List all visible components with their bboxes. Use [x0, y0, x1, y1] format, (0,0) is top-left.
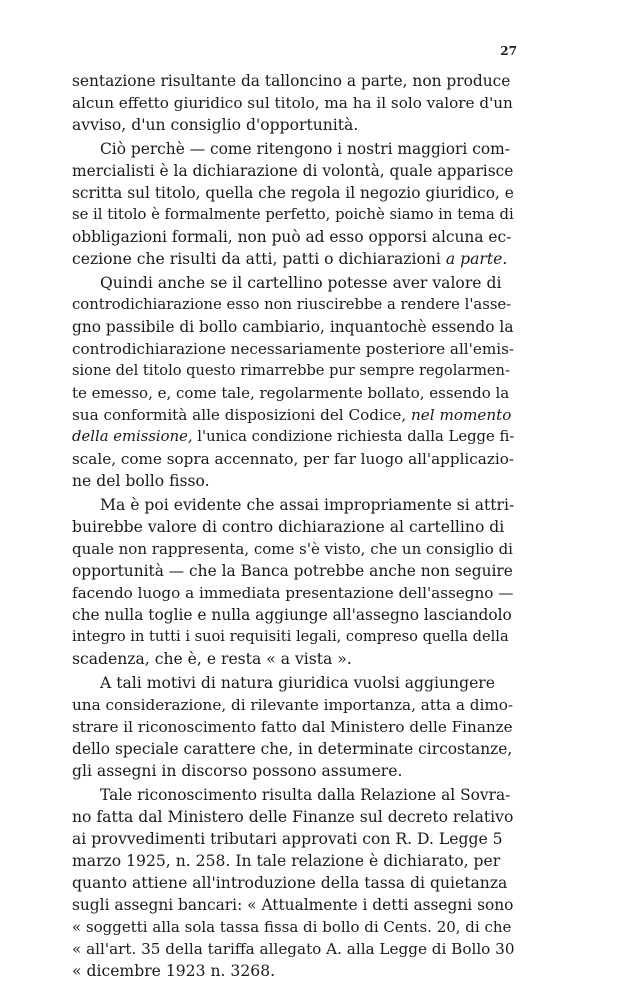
line-text: scale, come sopra accennato, per far luogo all'applicazio-: [72, 450, 514, 468]
text-line: [72, 960, 514, 982]
text-line: [72, 516, 514, 538]
line-text: gno passibile di bollo cambiario, inquantochè essendo la: [72, 318, 514, 336]
text-line: [72, 828, 514, 850]
line-text: A tali motivi di natura giuridica vuolsi aggiungere: [100, 674, 495, 692]
text-line: [72, 784, 514, 806]
text-line: [72, 448, 514, 470]
line-text: gli assegni in discorso possono assumere.: [72, 762, 403, 780]
line-text: se il titolo è formalmente perfetto, poichè siamo in tema di: [72, 206, 514, 223]
line-text: cezione che risulti da atti, patti o dichiarazioni: [72, 250, 446, 268]
line-text: controdichiarazione esso non riuscirebbe a rendere l'asse-: [72, 296, 512, 313]
line-text: una considerazione, di rilevante importanza, atta a dimo-: [72, 696, 514, 714]
page-number: 27: [500, 44, 517, 58]
emphasis: della emissione,: [72, 428, 193, 445]
line-text: facendo luogo a immediata presentazione dell'assegno —: [72, 584, 514, 602]
text-line: [72, 626, 514, 648]
line-text: sua conformità alle disposizioni del Codice,: [72, 406, 411, 424]
text-line: [72, 204, 514, 226]
text-line: [72, 938, 514, 960]
line-text: « soggetti alla sola tassa fissa di bollo di Cents. 20, di che: [72, 918, 512, 936]
text-line: [72, 672, 514, 694]
line-text: sugli assegni bancari: « Attualmente i detti assegni sono: [72, 896, 514, 914]
line-text: strare il riconoscimento fatto dal Ministero delle Finanze: [72, 718, 513, 736]
line-text: avviso, d'un consiglio d'opportunità.: [72, 116, 359, 134]
line-text: obbligazioni formali, non può ad esso opporsi alcuna ec-: [72, 228, 512, 246]
text-line: [72, 604, 514, 626]
line-text: controdichiarazione necessariamente posteriore all'emis-: [72, 340, 515, 358]
line-text: mercialisti è la dichiarazione di volontà, quale apparisce: [72, 162, 514, 180]
text-line: [72, 470, 514, 492]
line-text: quale non rappresenta, come s'è visto, che un consiglio di: [72, 540, 513, 558]
line-text: opportunità — che la Banca potrebbe anche non seguire: [72, 562, 513, 580]
line-text: ai provvedimenti tributari approvati con R. D. Legge 5: [72, 830, 503, 848]
text-line: [72, 538, 514, 560]
text-line: [72, 294, 514, 316]
line-text: scadenza, che è, e resta « a vista ».: [72, 650, 352, 668]
text-line: [72, 582, 514, 604]
text-line: [72, 850, 514, 872]
text-line: [72, 160, 514, 182]
text-line: [72, 226, 514, 248]
text-line: [72, 560, 514, 582]
line-text: te emesso, e, come tale, regolarmente bollato, essendo la: [72, 384, 510, 402]
text-line: [72, 272, 514, 294]
text-line: [72, 382, 514, 404]
line-text: quanto attiene all'introduzione della tassa di quietanza: [72, 874, 508, 892]
line-text: sentazione risultante da talloncino a parte, non produce: [72, 72, 511, 90]
text-line: [72, 338, 514, 360]
text-line: [72, 248, 514, 270]
text-line: [72, 916, 514, 938]
text-line: [72, 138, 514, 160]
line-text: buirebbe valore di contro dichiarazione al cartellino di: [72, 518, 505, 536]
text-line: [72, 426, 514, 448]
line-text: l'unica condizione richiesta dalla Legge fi-: [192, 428, 515, 445]
line-text: sione del titolo questo rimarrebbe pur sempre regolarmen-: [72, 362, 510, 379]
line-text: Quindi anche se il cartellino potesse aver valore di: [100, 274, 502, 292]
text-line: [72, 182, 514, 204]
emphasis: nel momento: [411, 406, 512, 424]
line-text: « dicembre 1923 n. 3268.: [72, 962, 276, 980]
body-text: [72, 70, 514, 982]
text-line: [72, 92, 514, 114]
line-text: integro in tutti i suoi requisiti legali, compreso quella della: [72, 628, 509, 645]
text-line: [72, 894, 514, 916]
text-line: [72, 806, 514, 828]
text-line: [72, 114, 514, 136]
text-line: [72, 716, 514, 738]
text-line: [72, 316, 514, 338]
text-line: [72, 494, 514, 516]
emphasis: a parte.: [445, 250, 508, 268]
line-text: ne del bollo fisso.: [72, 472, 210, 490]
text-line: [72, 694, 514, 716]
text-line: [72, 760, 514, 782]
line-text: Tale riconoscimento risulta dalla Relazione al Sovra-: [100, 786, 511, 804]
line-text: scritta sul titolo, quella che regola il negozio giuridico, e: [72, 184, 514, 202]
text-line: [72, 738, 514, 760]
text-line: [72, 404, 514, 426]
line-text: Ciò perchè — come ritengono i nostri maggiori com-: [100, 140, 510, 158]
text-line: [72, 360, 514, 382]
text-line: [72, 70, 514, 92]
line-text: che nulla toglie e nulla aggiunge all'assegno lasciandolo: [72, 606, 512, 624]
line-text: marzo 1925, n. 258. In tale relazione è dichiarato, per: [72, 852, 501, 870]
line-text: dello speciale carattere che, in determinate circostanze,: [72, 740, 513, 758]
line-text: Ma è poi evidente che assai impropriamente si attri-: [100, 496, 515, 514]
line-text: alcun effetto giuridico sul titolo, ma ha il solo valore d'un: [72, 94, 513, 112]
line-text: « all'art. 35 della tariffa allegato A. alla Legge di Bollo 30: [72, 940, 515, 958]
text-line: [72, 872, 514, 894]
text-line: [72, 648, 514, 670]
line-text: no fatta dal Ministero delle Finanze sul decreto relativo: [72, 808, 514, 826]
